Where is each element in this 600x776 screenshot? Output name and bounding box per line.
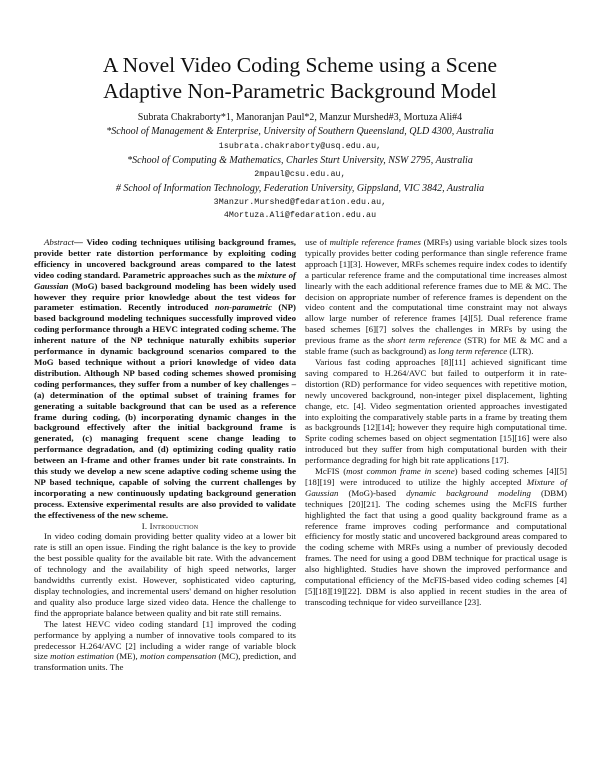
- email-3: 3Manzur.Murshed@fedaration.edu.au,: [213, 198, 387, 207]
- left-column: [34, 237, 296, 673]
- intro-p2-em-2: motion compensation: [140, 651, 217, 662]
- author-list: Subrata Chakraborty*1, Manoranjan Paul*2, Manzur Murshed#3, Mortuza Ali#4: [137, 112, 463, 123]
- right-paragraph-1: [305, 237, 567, 357]
- email-2: 2mpaul@csu.edu.au,: [254, 170, 346, 179]
- intro-p2-text-c: (MC), prediction, and transformation units. The: [34, 651, 296, 673]
- intro-paragraph-1: In video coding domain providing better quality video at a lower bit rate is still an open issue. Finding the right balance is the key to provide the best possible quality for the available bit rate. With the advancement of technology and the availability of high speed networks, larger bandwidths currently exist. However, sophisticated video capturing, display technologies, and incremental users' demand on higher resolution and quality also produce large sized video data. Hence the challenge to find the appropriate balance between quality and bit rate still remains.: [34, 531, 296, 618]
- section-number: I.: [141, 520, 150, 531]
- right-paragraph-2: Various fast coding approaches [8][11] achieved significant time saving compared to H.264/AVC but failed to outperform it in rate-distortion (RD) performance for video sequences with repetitive motion, newly uncovered background, non-integer pixel displacement, lighting change, etc. [4]. Video segmentation oriented approaches investigated into exploiting the comparatively stable parts in a frame by treating them as backgrounds [12][14]; however they require high computational time. Sprite coding schemes based on object segmentation [15][16] were also introduced but they suffer from high computational burden with their performance degrading for high bit rate applications [17].: [305, 356, 567, 466]
- right-p3-text-a: McFIS (: [315, 466, 347, 477]
- right-p3-text-b: ) based coding schemes [4][5][18][19] were introduced to utilize the highly accepted: [305, 466, 567, 487]
- abstract-text-2: (MoG) based background modeling has been widely used however they require prior knowledge about the test videos for parameter estimation. Recently introduced: [34, 280, 296, 313]
- right-p3-text-d: (DBM) techniques [20][21]. The coding schemes using the McFIS further highlighted the fact that using a good quality background frame as a reference frame improves coding performance and computational efficiency for mostly static and uncovered background areas compared to the coding scheme with MRFs using a number of previously decoded frames. The need for using a good DBM technique for practical usage is also highlighted. Studies have shown the improved performance and computational efficiency of the McFIS-based video coding schemes [4][5][18][19][22]. DBM is also applied in recent studies in the area of transcoding technique for video surveillance [23].: [305, 487, 567, 607]
- abstract-text-3: (NP) based background modeling techniques successfully improved video coding performance through a HEVC integrated coding scheme. The inherent nature of the NP technique naturally exhibits superior performance in dynamic background scenarios compared to the MoG based technique without a priori knowledge of video data distribution. Although NP based coding schemes showed promising coding performances, they suffer from a number of key challenges – (a) determination of the optimal subset of training frames for generating a suitable background that can be used as a reference frame during coding, (b) incorporating dynamic changes in the background effectively after the initial background frame is generated, (c) managing frequent scene change leading to performance degradation, and (d) optimizing coding quality ratio between an I-frame and other frames under bit rate constraints. In this study we develop a new scene adaptive coding scheme using the NP based technique, capable of solving the current challenges by incorporating a new continuously updating background generation process. Extensive experimental results are also provided to validate the effectiveness of the new scheme.: [34, 302, 297, 520]
- right-p3-em-3: dynamic background modeling: [406, 487, 531, 498]
- affiliation-1: *School of Management & Enterprise, University of Southern Queensland, QLD 4300, Australia: [106, 126, 494, 137]
- abstract: [34, 237, 296, 521]
- email-1: 1subrata.chakraborty@usq.edu.au,: [218, 142, 382, 151]
- abstract-text-1: Video coding techniques utilising background frames, provide better rate distortion performance by exploiting coding efficiency in uncovered background areas compared to the latest video coding standard. Parametric approaches such as the: [34, 237, 296, 280]
- intro-p2-em-1: motion estimation: [50, 651, 114, 662]
- paper-title-line-1: A Novel Video Coding Scheme using a Scene: [102, 53, 498, 77]
- right-p1-text-b: (MRFs) using variable block sizes tools typically provides better coding performance than single reference frame approach [1][3]. However, MRFs schemes require index codes to identify a particular reference frame and the computational time increases almost linearly with the each additional reference frames due to ME & MC. The decision on appropriate number of reference frames is dependent on the video content and the computational time constraint may not always allow large number of reference frames [4][5]. Dual reference frame based schemes [6][7] solves the challenges in MRFs by using the previous frame as the: [305, 237, 567, 346]
- intro-p2-text-b: (ME),: [113, 651, 141, 662]
- affiliation-2: *School of Computing & Mathematics, Charles Sturt University, NSW 2795, Australia: [127, 155, 473, 166]
- right-p3-em-2: Mixture of Gaussian: [305, 476, 567, 498]
- right-p1-text-a: use of: [305, 237, 330, 247]
- right-paragraph-3: [305, 466, 567, 608]
- paper-title-line-2: Adaptive Non-Parametric Background Model: [103, 79, 497, 103]
- right-p3-text-c: (MoG)-based: [338, 487, 407, 498]
- section-title: Introduction: [149, 520, 199, 531]
- right-p1-em-1: multiple reference frames: [329, 237, 421, 247]
- email-4: 4Mortuza.Ali@fedaration.edu.au: [223, 211, 377, 220]
- right-p1-em-3: long term reference: [438, 346, 508, 357]
- right-p1-em-2: short term reference: [387, 335, 462, 346]
- abstract-label: Abstract: [44, 237, 74, 247]
- intro-p2-text-a: The latest HEVC video coding standard [1] improved the coding performance by applying a number of innovative tools compared to its predecessor H.264/AVC [2] including a wider range of variable block size: [34, 618, 296, 662]
- intro-paragraph-2: [34, 619, 296, 674]
- paper-title: [40, 52, 560, 104]
- right-p1-text-d: (LTR).: [507, 346, 534, 357]
- affiliation-3: # School of Information Technology, Federation University, Gippsland, VIC 3842, Australia: [115, 183, 485, 194]
- abstract-dash: —: [73, 237, 87, 247]
- section-heading-introduction: [34, 521, 296, 532]
- right-column: [305, 237, 567, 608]
- right-p1-text-c: (STR) for ME & MC and a stable frame (such as background) as: [305, 335, 568, 357]
- right-p3-em-1: most common frame in scene: [346, 466, 455, 477]
- abstract-em-1: mixture of Gaussian: [34, 269, 296, 291]
- abstract-em-2: non-parametric: [214, 302, 272, 313]
